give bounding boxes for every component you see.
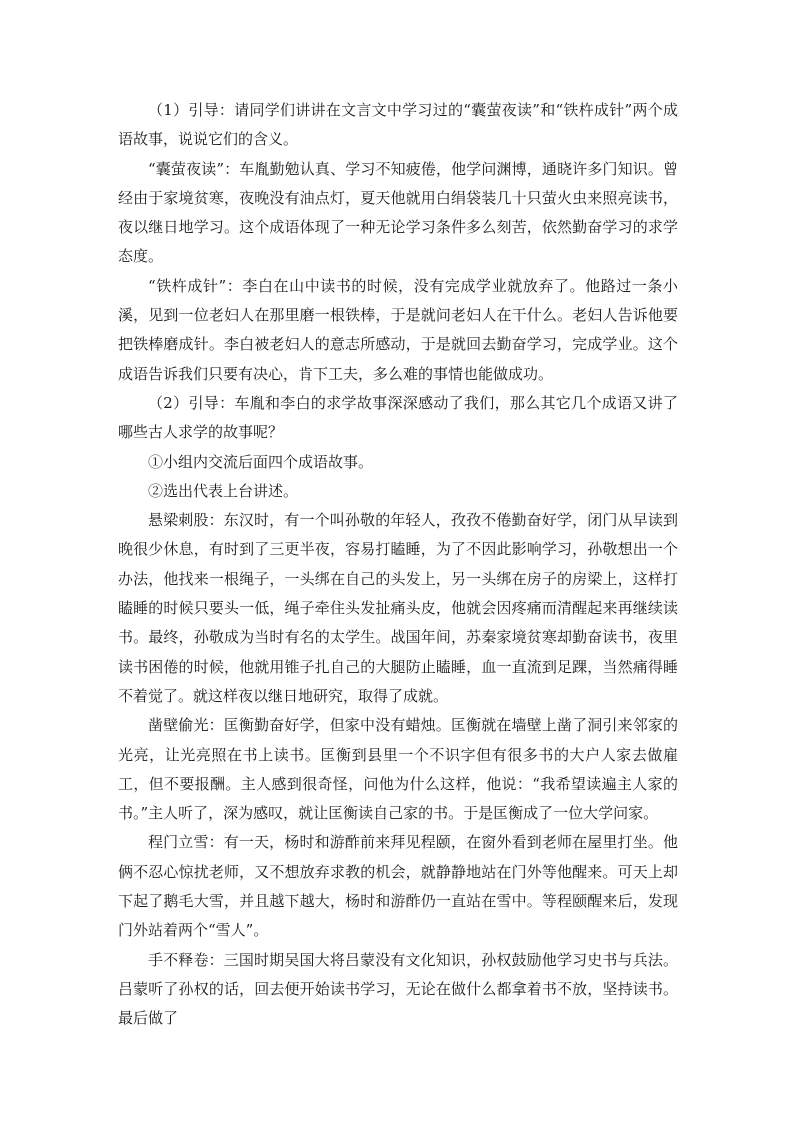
paragraph-xuanliang-cigu: 悬梁刺股：东汉时，有一个叫孙敬的年轻人，孜孜不倦勤奋好学，闭门从早读到晚很少休息，有时到了三更半夜，容易打瞌睡，为了不因此影响学习，孙敬想出一个办法，他找来一根绳子，一头绑在自己的头发上，另一头绑在房子的房梁上，这样打瞌睡的时候只要头一低，绳子牵住头发扯痛头皮，他就会因疼痛而清醒起来再继续读书。最终，孙敬成为当时有名的太学生。战国年间，苏秦家境贫寒却勤奋读书，夜里读书困倦的时候，他就用锥子扎自己的大腿防止瞌睡，血一直流到足踝，当然痛得睡不着觉了。就这样夜以继日地研究，取得了成就。	[118, 511, 678, 705]
document-page	[118, 96, 678, 1034]
paragraph-step-2: ②选出代表上台讲述。	[148, 481, 299, 500]
paragraph-zaobi-touguang: 凿壁偷光：匡衡勤奋好学，但家中没有蜡烛。匡衡就在墙壁上凿了洞引来邻家的光亮，让光亮照在书上读书。匡衡到县里一个不识字但有很多书的大户人家去做雇工，但不要报酬。主人感到很奇怪，问他为什么这样，他说：“我希望读遍主人家的书。”主人听了，深为感叹，就让匡衡读自己家的书。于是匡衡成了一位大学问家。	[118, 716, 678, 823]
paragraph-guide-2: （2）引导：车胤和李白的求学故事深深感动了我们，那么其它几个成语又讲了哪些古人求学的故事呢？	[118, 393, 678, 442]
paragraph-guide-1: （1）引导：请同学们讲讲在文言文中学习过的“囊萤夜读”和“铁杵成针”两个成语故事，说说它们的含义。	[118, 101, 678, 149]
paragraph-chengmen-lixue: 程门立雪：有一天，杨时和游酢前来拜见程颐，在窗外看到老师在屋里打坐。他俩不忍心惊扰老师，又不想放弃求教的机会，就静静地站在门外等他醒来。可天上却下起了鹅毛大雪，并且越下越大，杨时和游酢仍一直站在雪中。等程颐醒来后，发现门外站着两个“雪人”。	[118, 833, 678, 940]
paragraph-nangying-yedu: “囊萤夜读”：车胤勤勉认真、学习不知疲倦，他学问渊博，通晓许多门知识。曾经由于家境贫寒，夜晚没有油点灯，夏天他就用白绢袋装几十只萤火虫来照亮读书，夜以继日地学习。这个成语体现了一种无论学习条件多么刻苦，依然勤奋学习的求学态度。	[118, 159, 678, 266]
paragraph-step-1: ①小组内交流后面四个成语故事。	[148, 452, 374, 471]
paragraph-tiechu-chengzhen: “铁杵成针”：李白在山中读书的时候，没有完成学业就放弃了。他路过一条小溪，见到一位老妇人在那里磨一根铁棒，于是就问老妇人在干什么。老妇人告诉他要把铁棒磨成针。李白被老妇人的意志所感动，于是就回去勤奋学习，完成学业。这个成语告诉我们只要有决心，肯下工夫，多么难的事情也能做成功。	[118, 276, 678, 383]
paragraph-shoubu-shijuan: 手不释卷：三国时期吴国大将吕蒙没有文化知识，孙权鼓励他学习史书与兵法。吕蒙听了孙权的话，回去便开始读书学习，无论在做什么都拿着书不放，坚持读书。最后做了	[118, 950, 678, 1028]
